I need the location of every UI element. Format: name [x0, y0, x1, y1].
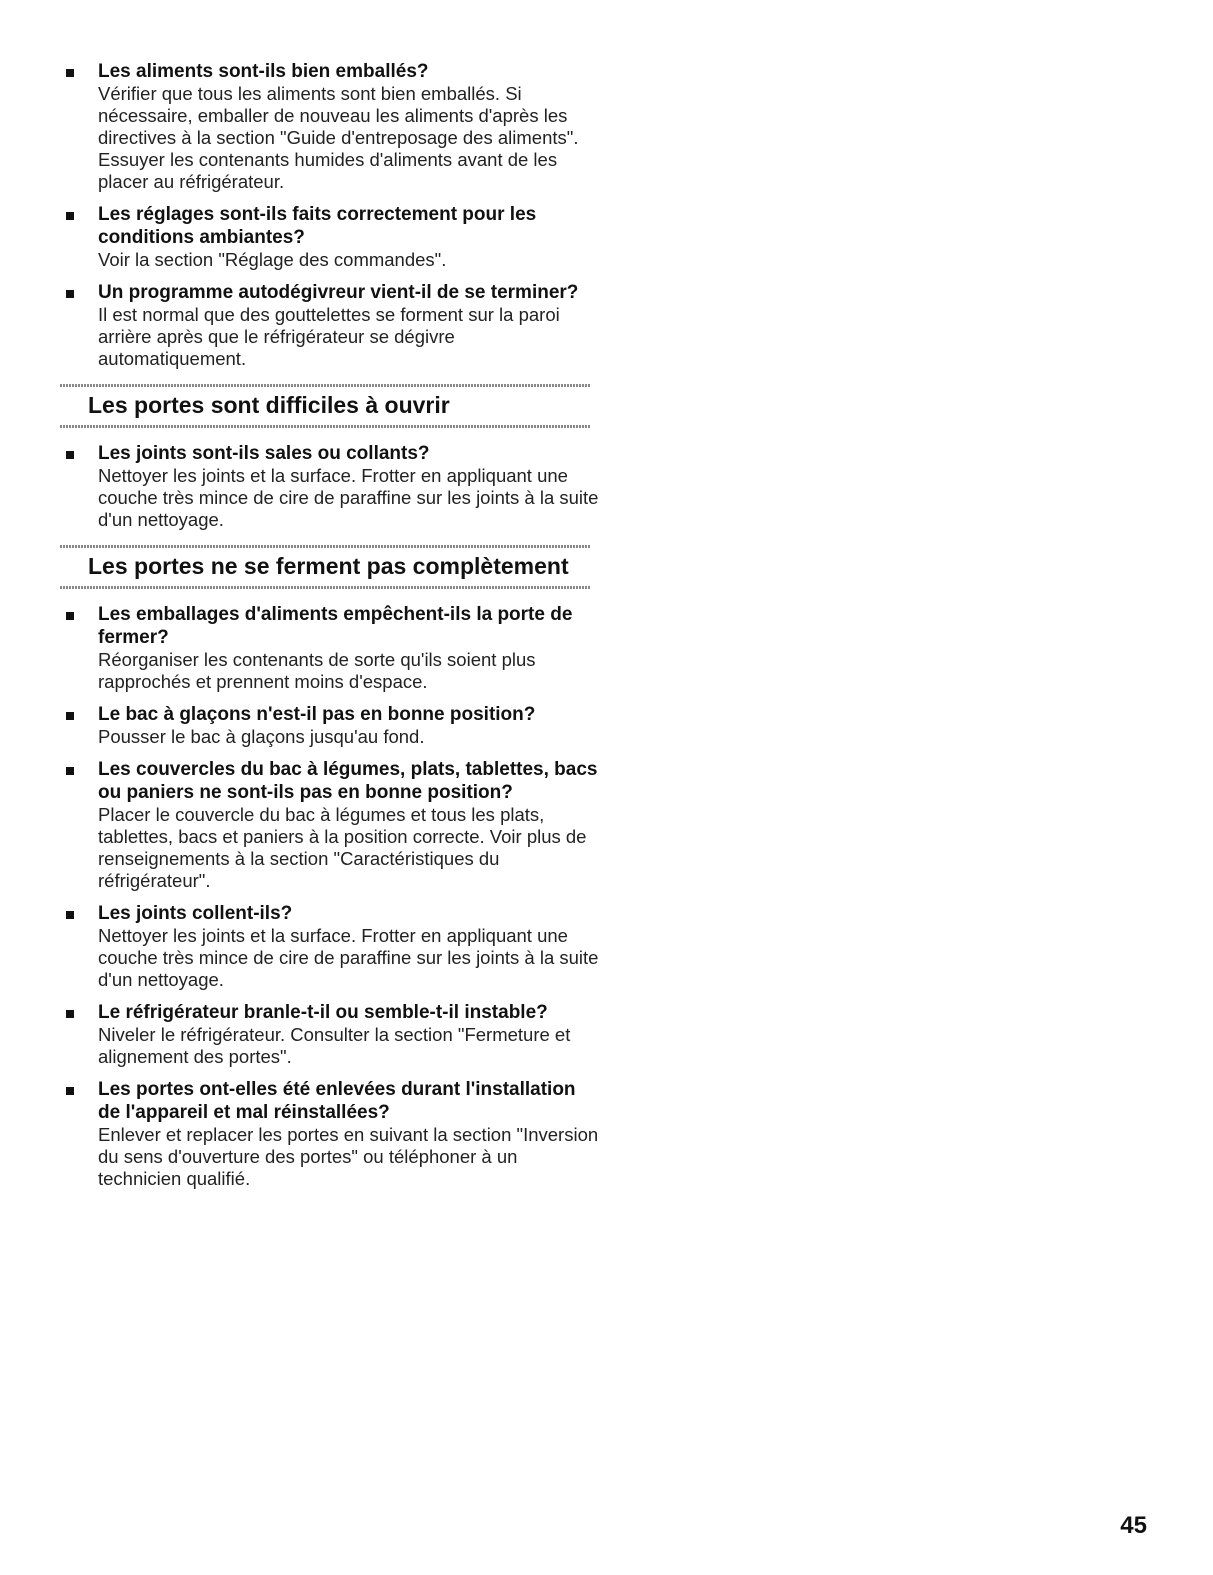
square-bullet-icon [66, 911, 74, 919]
square-bullet-icon [66, 712, 74, 720]
list-item [60, 281, 600, 370]
square-bullet-icon [66, 612, 74, 620]
question: Les réglages sont-ils faits correctement pour les conditions ambiantes? [98, 204, 537, 248]
answer: Niveler le réfrigérateur. Consulter la section "Fermeture et alignement des portes". [98, 1024, 571, 1067]
answer: Vérifier que tous les aliments sont bien emballés. Si nécessaire, emballer de nouveau les aliments d'après les directives à la section "Guide d'entreposage des aliments". Essuyer les contenants humides d'aliments avant de les placer au réfrigérateur. [98, 83, 579, 192]
list-item [60, 902, 600, 991]
troubleshooting-group [60, 60, 600, 370]
question: Les emballages d'aliments empêchent-ils la porte de fermer? [98, 604, 573, 648]
troubleshooting-group [60, 603, 600, 1190]
question: Les joints sont-ils sales ou collants? [98, 443, 430, 464]
content-column [60, 60, 600, 1200]
question: Les portes ont-elles été enlevées durant l'installation de l'appareil et mal réinstallées? [98, 1079, 576, 1123]
list-item [60, 442, 600, 531]
answer: Nettoyer les joints et la surface. Frotter en appliquant une couche très mince de cire de paraffine sur les joints à la suite d'un nettoyage. [98, 465, 599, 530]
answer: Il est normal que des gouttelettes se forment sur la paroi arrière après que le réfrigérateur se dégivre automatiquement. [98, 304, 560, 369]
section-title: Les portes ne se ferment pas complètement [88, 553, 569, 579]
question: Les joints collent-ils? [98, 903, 293, 924]
section-title: Les portes sont difficiles à ouvrir [88, 392, 450, 418]
answer: Placer le couvercle du bac à légumes et tous les plats, tablettes, bacs et paniers à la position correcte. Voir plus de renseignements à la section "Caractéristiques du réfrigérateur". [98, 804, 587, 891]
list-item [60, 758, 600, 892]
answer: Nettoyer les joints et la surface. Frotter en appliquant une couche très mince de cire de paraffine sur les joints à la suite d'un nettoyage. [98, 925, 599, 990]
page-number: 45 [1120, 1512, 1147, 1539]
question: Les aliments sont-ils bien emballés? [98, 61, 429, 82]
answer: Enlever et replacer les portes en suivant la section "Inversion du sens d'ouverture des portes" ou téléphoner à un technicien qualifié. [98, 1124, 599, 1189]
list-item [60, 703, 600, 748]
square-bullet-icon [66, 451, 74, 459]
square-bullet-icon [66, 1010, 74, 1018]
square-bullet-icon [66, 767, 74, 775]
section-header [60, 545, 600, 589]
list-item [60, 1001, 600, 1068]
list-item [60, 60, 600, 193]
question: Le bac à glaçons n'est-il pas en bonne position? [98, 704, 536, 725]
list-item [60, 603, 600, 693]
section-header [60, 384, 600, 428]
answer: Pousser le bac à glaçons jusqu'au fond. [98, 726, 425, 747]
answer: Voir la section "Réglage des commandes". [98, 249, 447, 270]
divider [60, 586, 590, 589]
troubleshooting-group [60, 442, 600, 531]
answer: Réorganiser les contenants de sorte qu'ils soient plus rapprochés et prennent moins d'espace. [98, 649, 536, 692]
square-bullet-icon [66, 290, 74, 298]
list-item [60, 203, 600, 271]
question: Un programme autodégivreur vient-il de se terminer? [98, 282, 579, 303]
square-bullet-icon [66, 212, 74, 220]
question: Le réfrigérateur branle-t-il ou semble-t-il instable? [98, 1002, 548, 1023]
square-bullet-icon [66, 1087, 74, 1095]
square-bullet-icon [66, 69, 74, 77]
list-item [60, 1078, 600, 1190]
question: Les couvercles du bac à légumes, plats, tablettes, bacs ou paniers ne sont-ils pas en bonne position? [98, 759, 598, 803]
divider [60, 425, 590, 428]
